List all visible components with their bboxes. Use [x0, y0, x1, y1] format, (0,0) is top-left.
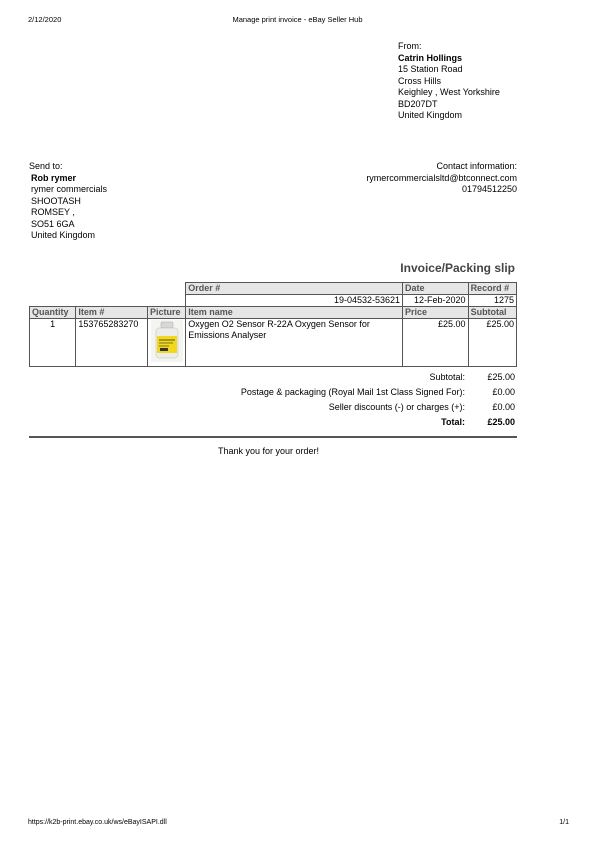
invoice-heading: Invoice/Packing slip — [400, 261, 515, 275]
total-label: Total: — [441, 417, 465, 427]
send-to-line: SO51 6GA — [31, 218, 75, 229]
page-url: https://k2b-print.ebay.co.uk/ws/eBayISAPI.dll — [28, 819, 167, 826]
item-name: Oxygen O2 Sensor R-22A Oxygen Sensor for Emissions Analyser — [186, 319, 403, 367]
send-to-label: Send to: — [29, 161, 63, 171]
invoice-table — [29, 282, 517, 367]
order-date: 12-Feb-2020 — [403, 295, 469, 307]
item-quantity: 1 — [30, 319, 76, 367]
subtotal-label: Subtotal: — [429, 372, 465, 382]
recipient-name: Rob rymer — [31, 172, 77, 183]
order-number: 19-04532-53621 — [186, 295, 403, 307]
date-header: Date — [403, 283, 469, 295]
item-price: £25.00 — [403, 319, 469, 367]
from-line: Cross Hills — [398, 75, 442, 86]
from-name: Catrin Hollings — [398, 52, 463, 63]
page-title: Manage print invoice - eBay Seller Hub — [232, 15, 363, 24]
item-number: 153765283270 — [76, 319, 148, 367]
item-name-header: Item name — [186, 307, 403, 319]
postage-value: £0.00 — [492, 387, 515, 397]
discount-value: £0.00 — [492, 402, 515, 412]
from-line: 15 Station Road — [398, 64, 463, 74]
from-line: United Kingdom — [398, 110, 463, 120]
contact-phone: 01794512250 — [461, 184, 517, 194]
picture-header: Picture — [147, 307, 185, 319]
send-to-line: SHOOTASH — [31, 195, 81, 206]
total-value: £25.00 — [487, 417, 515, 427]
print-date: 2/12/2020 — [28, 15, 62, 24]
table-row — [30, 319, 517, 367]
send-to-line: United Kingdom — [31, 230, 96, 240]
send-to-address — [29, 161, 107, 242]
subtotal-header: Subtotal — [468, 307, 516, 319]
contact-email: rymercommercialsltd@btconnect.com — [366, 172, 517, 183]
from-address — [398, 41, 500, 122]
divider — [29, 436, 517, 438]
from-line: Keighley , West Yorkshire — [398, 87, 500, 97]
from-label: From: — [398, 41, 422, 51]
price-header: Price — [403, 307, 469, 319]
discount-label: Seller discounts (-) or charges (+): — [328, 402, 465, 412]
contact-info — [366, 161, 517, 196]
item-subtotal: £25.00 — [468, 319, 516, 367]
sensor-product-image — [151, 320, 183, 362]
record-number: 1275 — [468, 295, 516, 307]
subtotal-value: £25.00 — [487, 372, 515, 382]
thank-you-message: Thank you for your order! — [218, 446, 320, 456]
postage-label: Postage & packaging (Royal Mail 1st Class Signed For): — [240, 387, 465, 397]
order-number-header: Order # — [186, 283, 403, 295]
quantity-header: Quantity — [30, 307, 76, 319]
page-number: 1/1 — [559, 819, 569, 826]
send-to-line: rymer commercials — [31, 184, 108, 194]
item-number-header: Item # — [76, 307, 148, 319]
record-header: Record # — [468, 283, 516, 295]
contact-label: Contact information: — [436, 161, 517, 171]
item-picture — [147, 319, 185, 367]
from-line: BD207DT — [398, 98, 438, 109]
send-to-line: ROMSEY , — [31, 207, 75, 217]
